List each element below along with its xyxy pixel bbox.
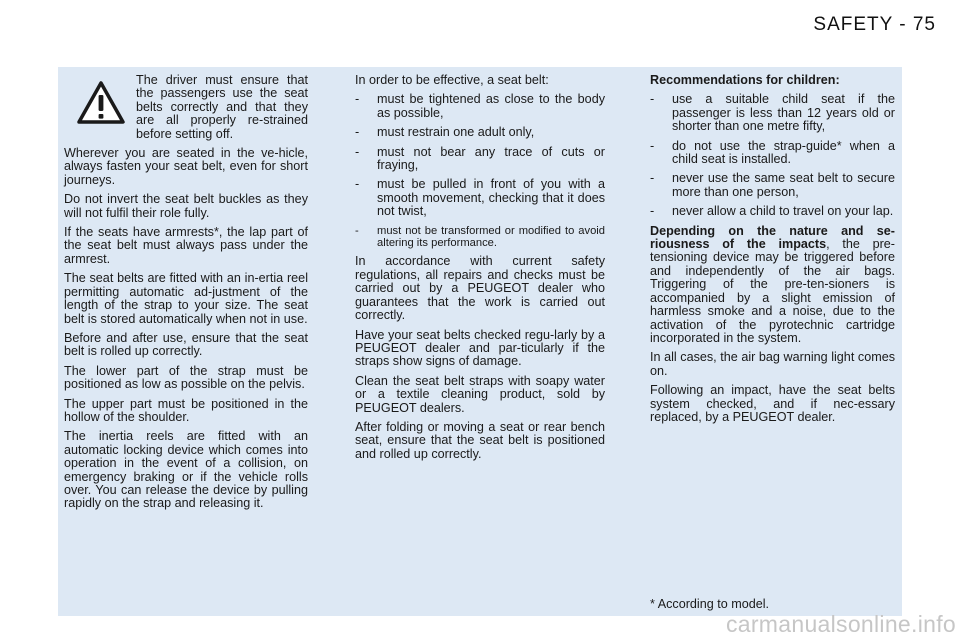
list-item: - do not use the strap-guide* when a child seat is installed. (650, 140, 895, 167)
paragraph: Before and after use, ensure that the seat belt is rolled up correctly. (64, 330, 308, 359)
content-panel (58, 67, 902, 616)
column-children-recommendations (650, 74, 895, 430)
column-driver-advice (64, 74, 308, 517)
paragraph: After folding or moving a seat or rear bench seat, ensure that the seat belt is positioned and rolled up correctly. (355, 419, 605, 461)
paragraph: Do not invert the seat belt buckles as they will not fulfil their role fully. (64, 192, 308, 220)
list-item: - must restrain one adult only, (355, 126, 605, 139)
children-list (650, 93, 895, 218)
list-item: - use a suitable child seat if the passenger is less than 12 years old or shorter than one metre fifty, (650, 93, 895, 133)
list-item: - must be tightened as close to the body as possible, (355, 93, 605, 120)
column-seat-belt-requirements (355, 74, 605, 467)
paragraph: In accordance with current safety regulations, all repairs and checks must be carried out by a PEUGEOT dealer who guarantees that the work is carried out correctly. (355, 254, 605, 323)
watermark: carmanualsonline.info (725, 611, 956, 637)
impact-rest-text: , the pre-tensioning device may be triggered before and independently of the air bags. Triggering of the pre-ten-sioners is accompanied by a slight emission of harmless smoke and a noise, due to the activation of the pyrotechnic cartridge incorporated in the system. (650, 237, 895, 345)
list-item: - must not be transformed or modified to avoid altering its performance. (355, 225, 605, 250)
list-item: - never allow a child to travel on your lap. (650, 205, 895, 218)
paragraph: The lower part of the strap must be positioned as low as possible on the pelvis. (64, 363, 308, 392)
page-title: SAFETY - 75 (813, 14, 936, 35)
paragraph: If the seats have armrests*, the lap part of the seat belt must always pass under the armrest. (64, 225, 308, 266)
paragraph: Clean the seat belt straps with soapy water or a textile cleaning product, sold by PEUGEOT dealers. (355, 373, 605, 415)
list-item: - never use the same seat belt to secure more than one person, (650, 172, 895, 199)
paragraph: Following an impact, have the seat belts system checked, and if nec-essary replaced, by a PEUGEOT dealer. (650, 383, 895, 424)
impact-paragraph (650, 225, 895, 346)
paragraph: Have your seat belts checked regu-larly by a PEUGEOT dealer and par-ticularly if the straps show signs of damage. (355, 327, 605, 369)
intro-text: In order to be effective, a seat belt: (355, 73, 549, 87)
list-item: - must not bear any trace of cuts or fraying, (355, 146, 605, 173)
paragraph: The upper part must be positioned in the hollow of the shoulder. (64, 396, 308, 424)
paragraph: The inertia reels are fitted with an automatic locking device which comes into operation in the event of a collision, on emergency braking or if the vehicle rolls over. You can release the device by pulling rapidly on the strap and releasing it. (64, 429, 308, 511)
warning-triangle-icon (76, 78, 126, 128)
impact-bold-text: Depending on the nature and se-riousness of the impacts (650, 223, 895, 252)
section-heading: Recommendations for children: (650, 73, 840, 87)
paragraph: The driver must ensure that the passengers use the seat belts correctly and that they are all properly re-strained before setting off. (136, 73, 308, 141)
list-item: - must be pulled in front of you with a smooth movement, checking that it does not twist, (355, 178, 605, 218)
paragraph: Wherever you are seated in the ve-hicle, always fasten your seat belt, even for short journeys. (64, 146, 308, 187)
requirements-list (355, 93, 605, 249)
paragraph: In all cases, the air bag warning light comes on. (650, 350, 895, 378)
paragraph: The seat belts are fitted with an in-ertia reel permitting automatic ad-justment of the length of the strap to your size. The seat belt is stored automatically when not in use. (64, 271, 308, 326)
footnote: * According to model. (650, 597, 770, 611)
